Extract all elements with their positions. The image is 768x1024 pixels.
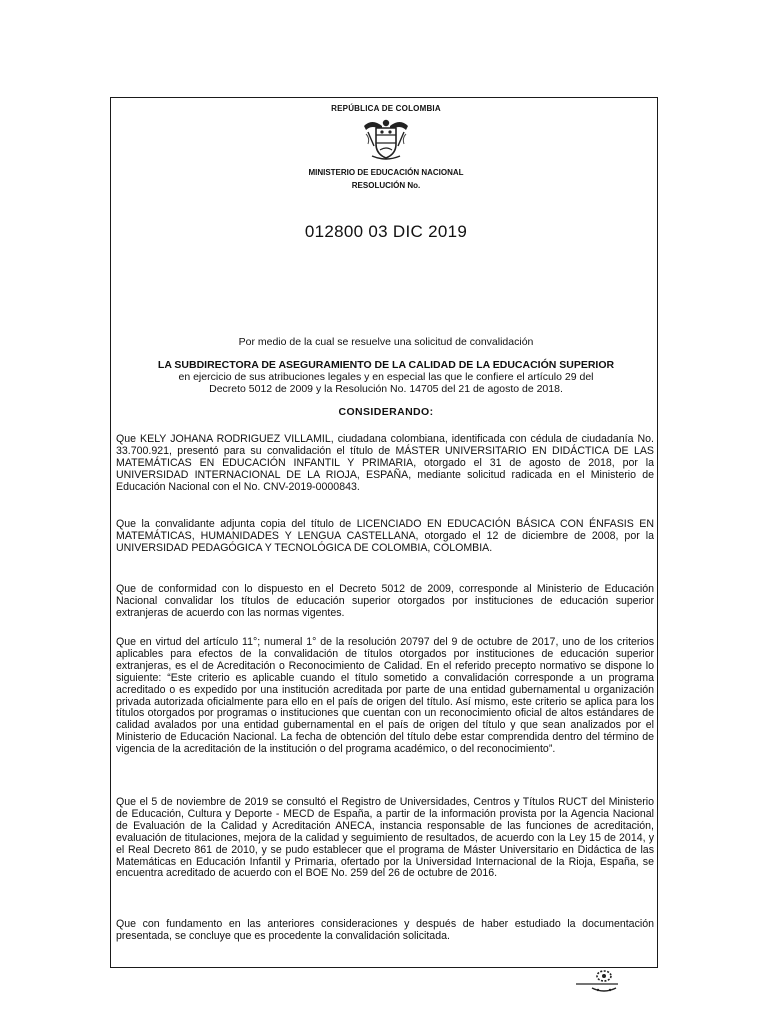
paragraph-accreditation-criterion: Que en virtud del artículo 11°; numeral 1° de la resolución 20797 del 9 de octubre de 2017, uno de los criterios aplicables para efectos de la convalidación de títulos otorgados por instituciones de educación superior extranjeras, es el de Acreditación o Reconocimiento de Calidad. En el referido precepto normativo se dispone lo siguiente: “Este criterio es aplicable cuando el título sometido a convalidación corresponde a un programa acreditado o es expedido por una institución acreditada por parte de una entidad gubernamental u organización privada autorizada oficialmente para ello en el país de origen del título. Así mismo, este criterio se aplica para los títulos otorgados por programas o instituciones que cuentan con un reconocimiento oficial de altos estándares de calidad avalados por una entidad gubernamental en el país de origen del título y que sean analizados por el Ministerio de Educación Nacional. La fecha de obtención del título debe estar comprendida dentro del término de vigencia de la acreditación de la institución o del programa académico, o del reconocimiento”. xyxy=(116,636,654,756)
paragraph-prior-degree: Que la convalidante adjunta copia del título de LICENCIADO EN EDUCACIÓN BÁSICA CON ÉNFASIS EN MATEMÁTICAS, HUMANIDADES Y LENGUA CASTELLANA, otorgado el 12 de diciembre de 2008, por la UNIVERSIDAD PEDAGÓGICA Y TECNOLÓGICA DE COLOMBIA, COLOMBIA. xyxy=(116,518,654,554)
authority-line-1: en ejercicio de sus atribuciones legales y en especial las que le confiere el artículo 29 del xyxy=(178,371,594,383)
resolution-label: RESOLUCIÓN No. xyxy=(351,181,421,190)
paragraph-applicant: Que KELY JOHANA RODRIGUEZ VILLAMIL, ciudadana colombiana, identificada con cédula de ciudadanía No. 33.700.921, presentó para su convalidación el título de MÁSTER UNIVERSITARIO EN DIDÁCTICA DE LAS MATEMÁTICAS EN EDUCACIÓN INFANTIL Y PRIMARIA, otorgado el 31 de agosto de 2018, por la UNIVERSIDAD INTERNACIONAL DE LA RIOJA, ESPAÑA, mediante solicitud radicada en el Ministerio de Educación Nacional con el No. CNV-2019-0000843. xyxy=(116,433,654,493)
ministry-heading: MINISTERIO DE EDUCACIÓN NACIONAL xyxy=(308,168,464,177)
paragraph-legal-basis: Que de conformidad con lo dispuesto en el Decreto 5012 de 2009, corresponde al Ministerio de Educación Nacional convalidar los títulos de educación superior otorgados por instituciones de educación superior extranjeras de acuerdo con las normas vigentes. xyxy=(116,583,654,619)
ministry-stamp-icon xyxy=(574,968,620,994)
paragraph-conclusion: Que con fundamento en las anteriores consideraciones y después de haber estudiado la documentación presentada, se concluye que es procedente la convalidación solicitada. xyxy=(116,918,654,942)
resolution-number: 012800 03 DIC 2019 xyxy=(304,222,468,241)
coat-of-arms-icon xyxy=(360,116,412,162)
paragraph-ruct-consultation: Que el 5 de noviembre de 2019 se consultó el Registro de Universidades, Centros y Títulos RUCT del Ministerio de Educación, Cultura y Deporte - MECD de España, a partir de la información provista por la Agencia Nacional de Evaluación de la Calidad y Acreditación ANECA, instancia responsable de las funciones de acreditación, evaluación de titulaciones, mejora de la calidad y seguimiento de resultados, de acuerdo con la Ley 15 de 2014, y el Real Decreto 861 de 2010, y se pudo establecer que el programa de Máster Universitario en Didáctica de las Matemáticas en Educación Infantil y Primaria, ofertado por la Universidad Internacional de la Rioja, España, se encuentra acreditado de acuerdo con el BOE No. 259 del 26 de octubre de 2016. xyxy=(116,796,654,880)
authority-line-2: Decreto 5012 de 2009 y la Resolución No. 14705 del 21 de agosto de 2018. xyxy=(209,383,563,395)
considerando-heading: CONSIDERANDO: xyxy=(338,406,434,418)
authority-block xyxy=(116,359,656,395)
authority-title: LA SUBDIRECTORA DE ASEGURAMIENTO DE LA CALIDAD DE LA EDUCACIÓN SUPERIOR xyxy=(157,359,615,371)
country-heading: REPÚBLICA DE COLOMBIA xyxy=(331,104,441,113)
resolution-purpose: Por medio de la cual se resuelve una solicitud de convalidación xyxy=(238,336,534,348)
